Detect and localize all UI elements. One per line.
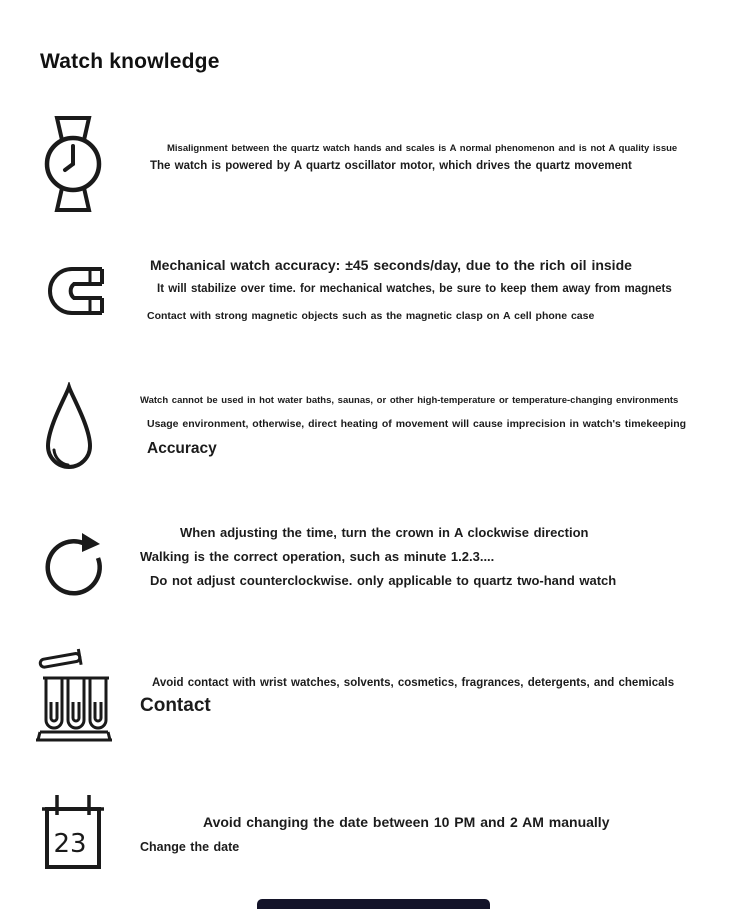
section-text-line: Usage environment, otherwise, direct heating of movement will cause imprecision in watch's timekeeping: [147, 418, 687, 430]
test-tubes-icon: [34, 644, 114, 746]
wristwatch-icon: [40, 112, 106, 216]
calendar-icon: [40, 789, 106, 877]
section-text-line: Contact: [140, 695, 211, 716]
section-text-line: Mechanical watch accuracy: ±45 seconds/day, due to the rich oil inside: [150, 257, 632, 273]
section-text-line: Accuracy: [147, 440, 217, 457]
section-text-line: Misalignment between the quartz watch hands and scales is A normal phenomenon and is not A quality issue: [167, 143, 678, 154]
water-drop-icon: [38, 382, 100, 480]
section-text-line: Avoid contact with wrist watches, solvents, cosmetics, fragrances, detergents, and chemicals: [152, 677, 675, 689]
section-text-line: Contact with strong magnetic objects such as the magnetic clasp on A cell phone case: [147, 310, 595, 322]
section-text-line: When adjusting the time, turn the crown in A clockwise direction: [180, 525, 589, 540]
magnet-icon: [40, 260, 106, 322]
section-text-line: Do not adjust counterclockwise. only applicable to quartz two-hand watch: [150, 573, 617, 588]
section-text-line: Watch cannot be used in hot water baths, saunas, or other high-temperature or temperature-changing environments: [140, 395, 679, 406]
section-text-line: Walking is the correct operation, such as minute 1.2.3....: [140, 549, 495, 564]
section-text-line: It will stabilize over time. for mechanical watches, be sure to keep them away from magnets: [157, 283, 672, 295]
clockwise-arrow-icon: [42, 517, 106, 609]
bottom-home-indicator: [257, 899, 490, 909]
section-text-line: Avoid changing the date between 10 PM and 2 AM manually: [203, 814, 610, 830]
section-text-line: Change the date: [140, 840, 240, 854]
section-text-line: The watch is powered by A quartz oscillator motor, which drives the quartz movement: [150, 160, 632, 172]
page-title: Watch knowledge: [40, 50, 220, 74]
calendar-day-number: 23: [53, 829, 87, 859]
